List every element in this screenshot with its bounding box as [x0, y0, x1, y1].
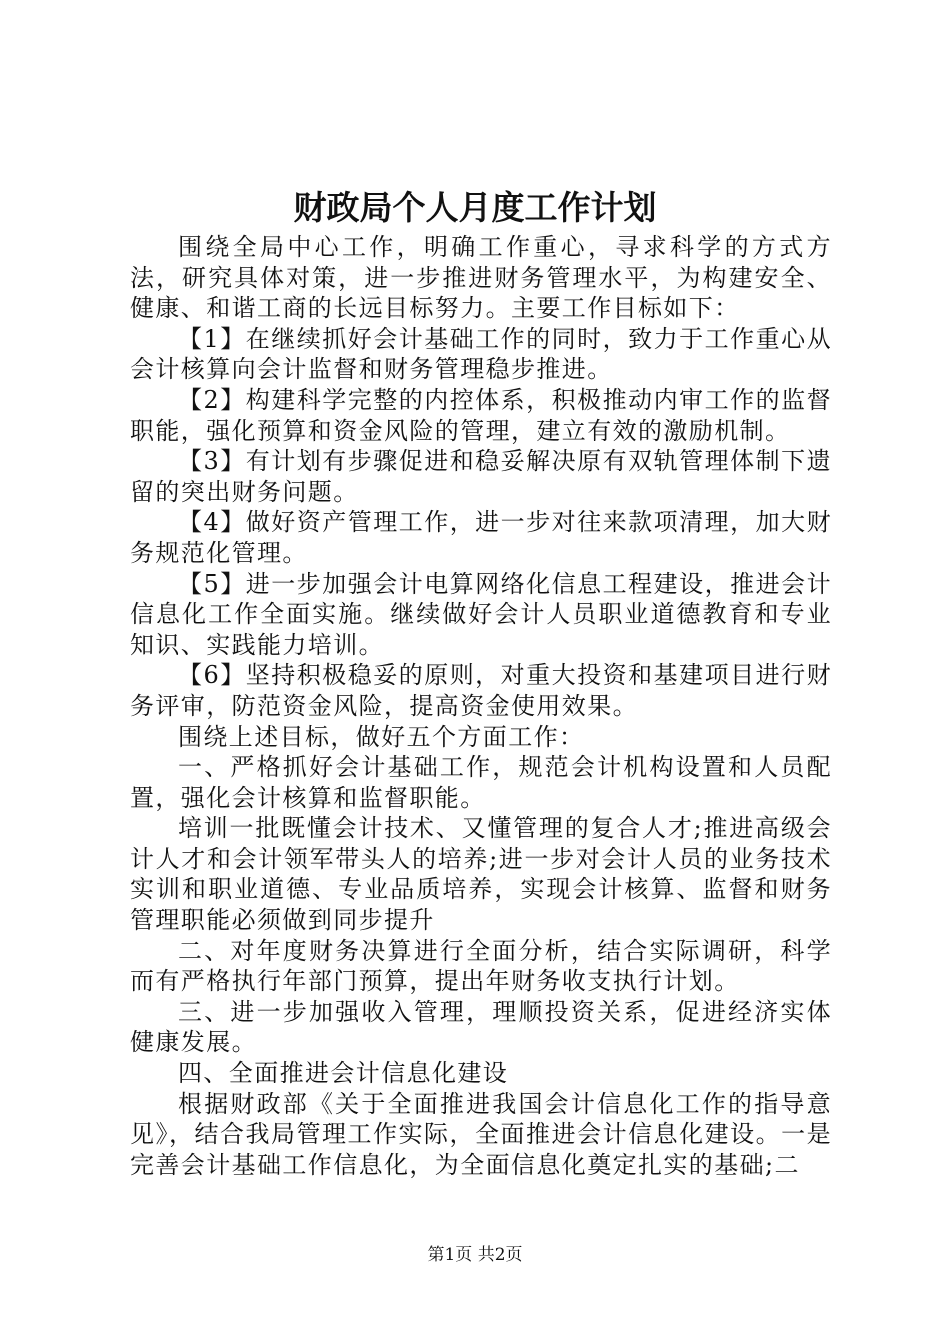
paragraph-informatization: 根据财政部《关于全面推进我国会计信息化工作的指导意见》，结合我局管理工作实际，全面推进会计信息化建设。一是完善会计基础工作信息化，为全面信息化奠定扎实的基础;二	[130, 1089, 832, 1179]
paragraph-goal-2: 【2】构建科学完整的内控体系，积极推动内审工作的监督职能，强化预算和资金风险的管理，建立有效的激励机制。	[130, 385, 832, 445]
paragraph-goal-6: 【6】坚持积极稳妥的原则，对重大投资和基建项目进行财务评审，防范资金风险，提高资金使用效果。	[130, 661, 832, 720]
document-body	[130, 232, 832, 1180]
paragraph-goal-4: 【4】做好资产管理工作，进一步对往来款项清理，加大财务规范化管理。	[130, 508, 832, 567]
document-title: 财政局个人月度工作计划	[293, 188, 657, 227]
paragraph-goal-5: 【5】进一步加强会计电算网络化信息工程建设，推进会计信息化工作全面实施。继续做好会计人员职业道德教育和专业知识、实践能力培训。	[130, 569, 832, 659]
paragraph-goal-1: 【1】在继续抓好会计基础工作的同时，致力于工作重心从会计核算向会计监督和财务管理稳步推进。	[130, 324, 832, 384]
paragraph-goal-3: 【3】有计划有步骤促进和稳妥解决原有双轨管理体制下遗留的突出财务问题。	[130, 447, 832, 506]
paragraph-intro: 围绕全局中心工作，明确工作重心，寻求科学的方式方法，研究具体对策，进一步推进财务管理水平，为构建安全、健康、和谐工商的长远目标努力。主要工作目标如下：	[130, 233, 832, 323]
paragraph-training: 培训一批既懂会计技术、又懂管理的复合人才;推进高级会计人才和会计领军带头人的培养;进一步对会计人员的业务技术实训和职业道德、专业品质培养，实现会计核算、监督和财务管理职能必须做到同步提升	[130, 814, 832, 935]
paragraph-section-1: 一、严格抓好会计基础工作，规范会计机构设置和人员配置，强化会计核算和监督职能。	[130, 753, 832, 812]
paragraph-section-2: 二、对年度财务决算进行全面分析，结合实际调研，科学而有严格执行年部门预算，提出年财务收支执行计划。	[130, 936, 832, 996]
paragraph-section-4: 四、全面推进会计信息化建设	[178, 1059, 509, 1088]
paragraph-section-3: 三、进一步加强收入管理，理顺投资关系，促进经济实体健康发展。	[130, 997, 832, 1057]
page-number-footer: 第1页 共2页	[427, 1245, 523, 1265]
paragraph-work-intro: 围绕上述目标，做好五个方面工作：	[178, 722, 585, 751]
